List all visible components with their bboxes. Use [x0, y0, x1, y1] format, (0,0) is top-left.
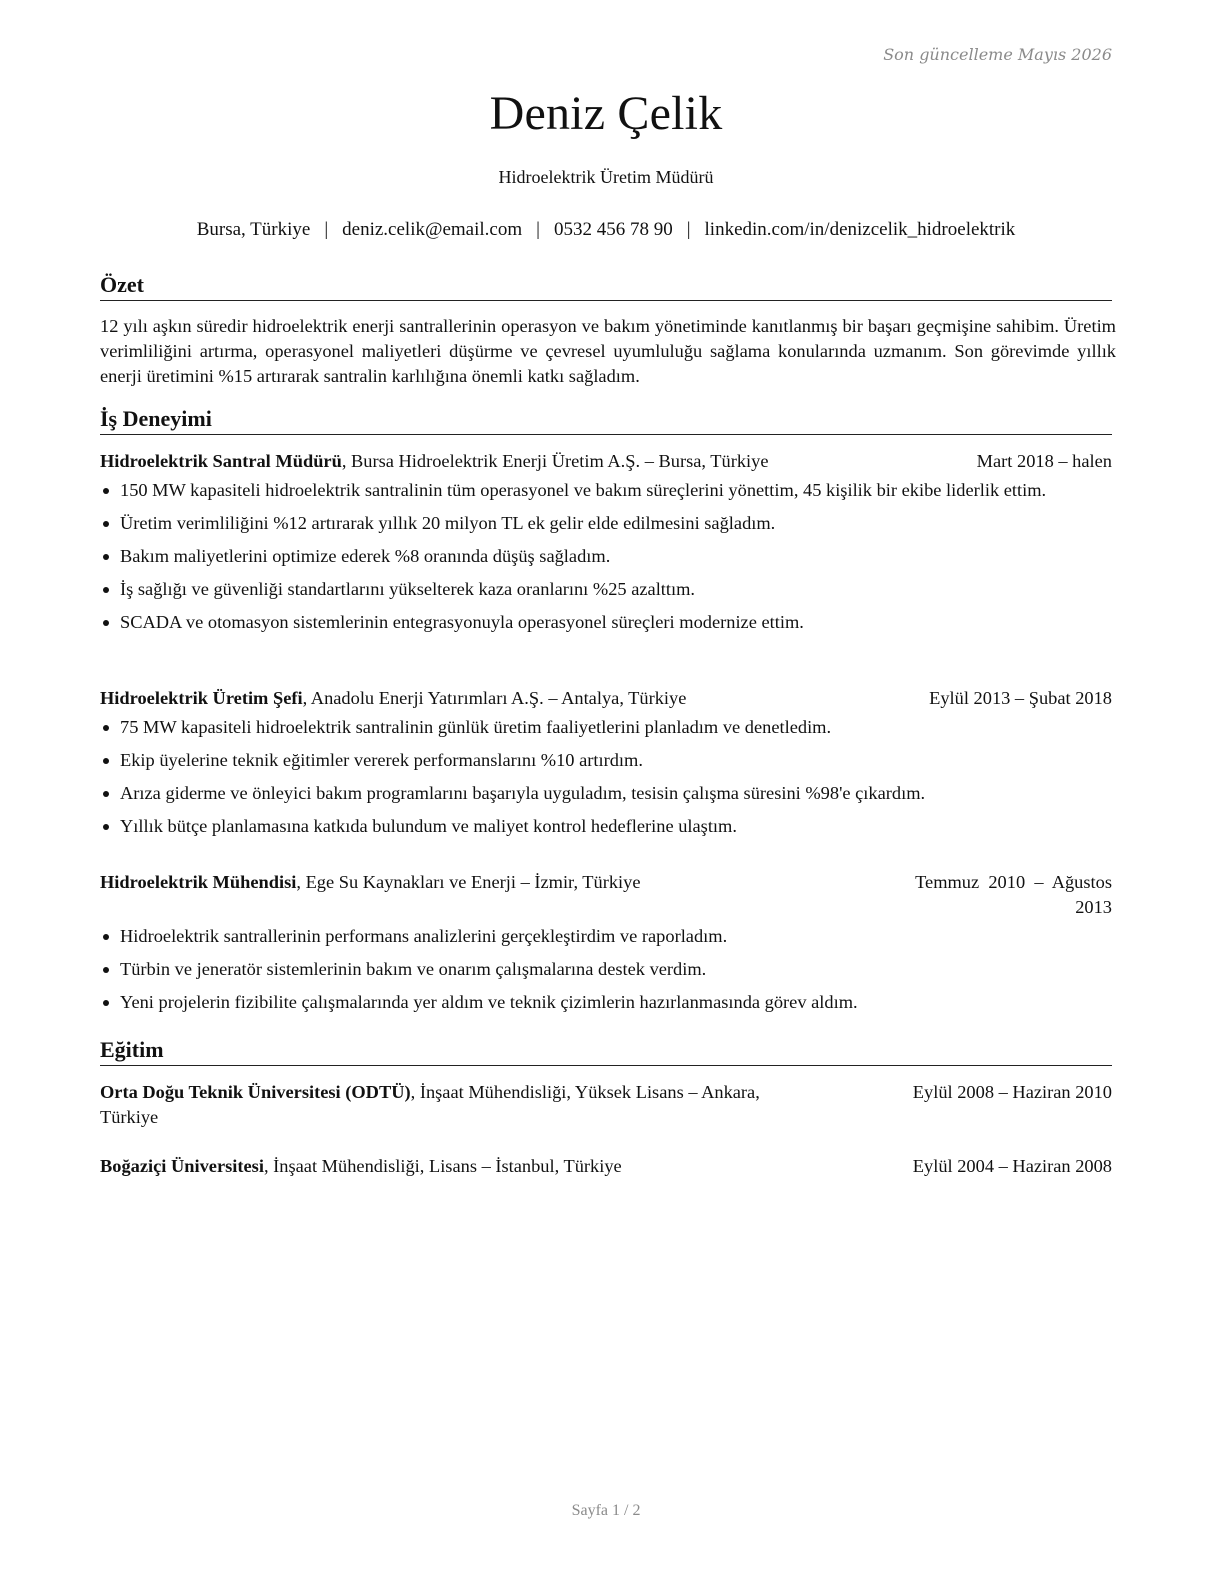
- contact-phone: 0532 456 78 90: [553, 219, 673, 240]
- section-title-summary: Özet: [100, 272, 1112, 301]
- contact-separator: |: [686, 219, 691, 240]
- job-title: Hidroelektrik Santral Müdürü: [100, 451, 342, 471]
- job-heading: [100, 686, 686, 711]
- job-header: [100, 449, 1112, 474]
- section-title-education: Eğitim: [100, 1037, 1112, 1066]
- job-bullet: Hidroelektrik santrallerinin performans analizlerini gerçekleştirdim ve raporladım.: [100, 924, 1112, 949]
- education-details-continued: Türkiye: [100, 1107, 159, 1127]
- job-bullet: Arıza giderme ve önleyici bakım programlarını başarıyla uyguladım, tesisin çalışma süresini %98'e çıkardım.: [100, 781, 1112, 806]
- job-title: Hidroelektrik Mühendisi: [100, 872, 297, 892]
- contact-separator: |: [324, 219, 329, 240]
- job-bullet: İş sağlığı ve güvenliği standartlarını yükselterek kaza oranlarını %25 azalttım.: [100, 577, 1112, 602]
- job-header: [100, 686, 1112, 711]
- education-dates: Eylül 2008 – Haziran 2010: [912, 1082, 1112, 1102]
- job-header: [100, 870, 1112, 920]
- education-school: Boğaziçi Üniversitesi: [100, 1156, 264, 1176]
- education-details: , İnşaat Mühendisliği, Lisans – İstanbul, Türkiye: [263, 1156, 622, 1176]
- education-entry: [100, 1080, 1112, 1130]
- education-details: , İnşaat Mühendisliği, Yüksek Lisans – Ankara,: [410, 1082, 760, 1102]
- job-details: , Ege Su Kaynakları ve Enerji – İzmir, Türkiye: [296, 872, 641, 892]
- job-bullets: [100, 715, 1112, 839]
- summary-text: 12 yılı aşkın süredir hidroelektrik enerji santrallerinin operasyon ve bakım yönetiminde kanıtlanmış bir başarı geçmişine sahibim. Üretim verimliliğini artırma, operasyonel maliyetleri düşürme ve çevresel uyumluluğu sağlama konularında uzmanım. Son görevimde yıllık enerji üretimini %15 artırarak santralin karlılığına önemli katkı sağladım.: [100, 316, 1116, 386]
- last-updated: Son güncelleme Mayıs 2026: [883, 45, 1112, 64]
- job-entry: [100, 449, 1112, 635]
- job-bullets: [100, 924, 1112, 1015]
- section-title-experience: İş Deneyimi: [100, 406, 1112, 435]
- job-heading: [100, 449, 769, 474]
- contact-line: [100, 219, 1112, 241]
- job-bullet: Yıllık bütçe planlamasına katkıda bulundum ve maliyet kontrol hedeflerine ulaştım.: [100, 814, 1112, 839]
- contact-location: Bursa, Türkiye: [196, 219, 311, 240]
- resume-page: [100, 0, 1116, 1584]
- education-school: Orta Doğu Teknik Üniversitesi (ODTÜ): [100, 1082, 411, 1102]
- job-bullet: Yeni projelerin fizibilite çalışmalarında yer aldım ve teknik çizimlerin hazırlanmasında görev aldım.: [100, 990, 1112, 1015]
- contact-email[interactable]: deniz.celik@email.com: [342, 219, 523, 240]
- job-dates-line: Temmuz 2010 – Ağustos: [915, 872, 1112, 892]
- job-bullet: Ekip üyelerine teknik eğitimler vererek performanslarını %10 artırdım.: [100, 748, 1112, 773]
- page-number: Sayfa 1 / 2: [571, 1502, 641, 1519]
- job-heading: [100, 870, 641, 895]
- job-dates: Eylül 2013 – Şubat 2018: [929, 688, 1112, 708]
- job-bullet: 150 MW kapasiteli hidroelektrik santralinin tüm operasyonel ve bakım süreçlerini yönettim, 45 kişilik bir ekibe liderlik ettim.: [100, 478, 1112, 503]
- job-bullet: 75 MW kapasiteli hidroelektrik santralinin günlük üretim faaliyetlerini planladım ve denetledim.: [100, 715, 1112, 740]
- job-bullet: Türbin ve jeneratör sistemlerinin bakım ve onarım çalışmalarına destek verdim.: [100, 957, 1112, 982]
- education-entry: [100, 1154, 1112, 1179]
- education-dates: Eylül 2004 – Haziran 2008: [912, 1156, 1112, 1176]
- job-bullet: Üretim verimliliğini %12 artırarak yıllık 20 milyon TL ek gelir elde edilmesini sağladım.: [100, 511, 1112, 536]
- contact-linkedin[interactable]: linkedin.com/in/denizcelik_hidroelektrik: [704, 219, 1016, 240]
- job-dates: [915, 870, 1112, 920]
- job-bullet: Bakım maliyetlerini optimize ederek %8 oranında düşüş sağladım.: [100, 544, 1112, 569]
- job-title: Hidroelektrik Üretim Şefi: [100, 688, 303, 708]
- job-details: , Bursa Hidroelektrik Enerji Üretim A.Ş. – Bursa, Türkiye: [341, 451, 769, 471]
- job-bullets: [100, 478, 1112, 635]
- job-dates-line: 2013: [1075, 897, 1112, 917]
- job-dates: Mart 2018 – halen: [976, 451, 1112, 471]
- candidate-role: Hidroelektrik Üretim Müdürü: [498, 167, 714, 187]
- contact-separator: |: [536, 219, 540, 240]
- job-details: , Anadolu Enerji Yatırımları A.Ş. – Antalya, Türkiye: [302, 688, 687, 708]
- job-entry: [100, 870, 1112, 1015]
- candidate-name: Deniz Çelik: [489, 87, 723, 140]
- job-bullet: SCADA ve otomasyon sistemlerinin entegrasyonuyla operasyonel süreçleri modernize ettim.: [100, 610, 1112, 635]
- job-entry: [100, 686, 1112, 839]
